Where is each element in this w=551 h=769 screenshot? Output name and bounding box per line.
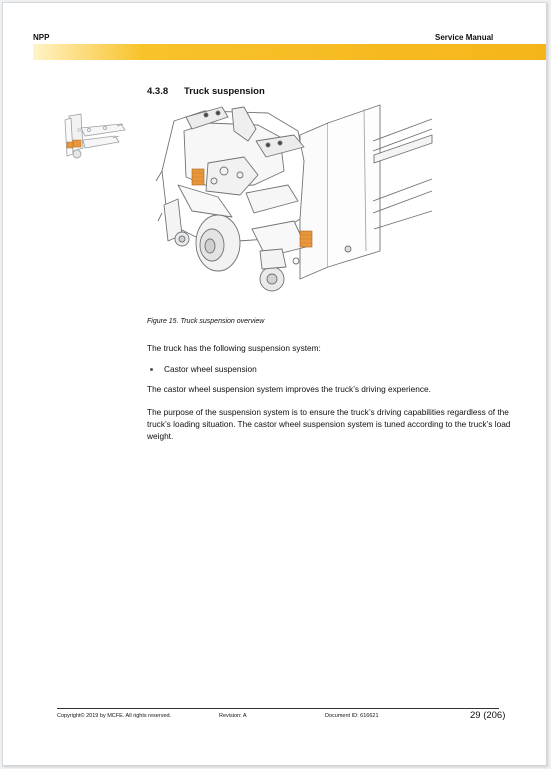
header-band xyxy=(33,44,546,60)
footer-rule xyxy=(57,708,499,709)
section-number: 4.3.8 xyxy=(147,86,169,97)
truck-suspension-illustration xyxy=(148,101,434,309)
section-heading xyxy=(147,86,265,97)
bullet-item: Castor wheel suspension xyxy=(164,364,257,374)
header-doc-title: Service Manual xyxy=(435,33,494,42)
footer-document-id: Document ID: 616621 xyxy=(325,713,379,719)
section-title: Truck suspension xyxy=(184,86,265,97)
bullet-marker xyxy=(150,368,153,371)
figure-caption: Figure 15. Truck suspension overview xyxy=(147,318,265,325)
manual-page xyxy=(2,2,547,766)
footer-revision: Revision: A xyxy=(219,713,247,719)
header-product: NPP xyxy=(33,33,50,42)
paragraph-driving-experience: The castor wheel suspension system improves the truck’s driving experience. xyxy=(147,384,431,394)
footer-copyright: Copyright© 2019 by MCFE. All rights reserved. xyxy=(57,713,172,719)
location-thumbnail xyxy=(59,108,131,166)
paragraph-suspension-purpose: The purpose of the suspension system is to ensure the truck’s driving capabilities regardless of the truck’s loading situation. The castor wheel suspension system is tuned according to the truck’s load weight. xyxy=(147,407,511,441)
intro-paragraph: The truck has the following suspension system: xyxy=(147,343,321,353)
footer-page-number: 29 (206) xyxy=(470,710,506,721)
